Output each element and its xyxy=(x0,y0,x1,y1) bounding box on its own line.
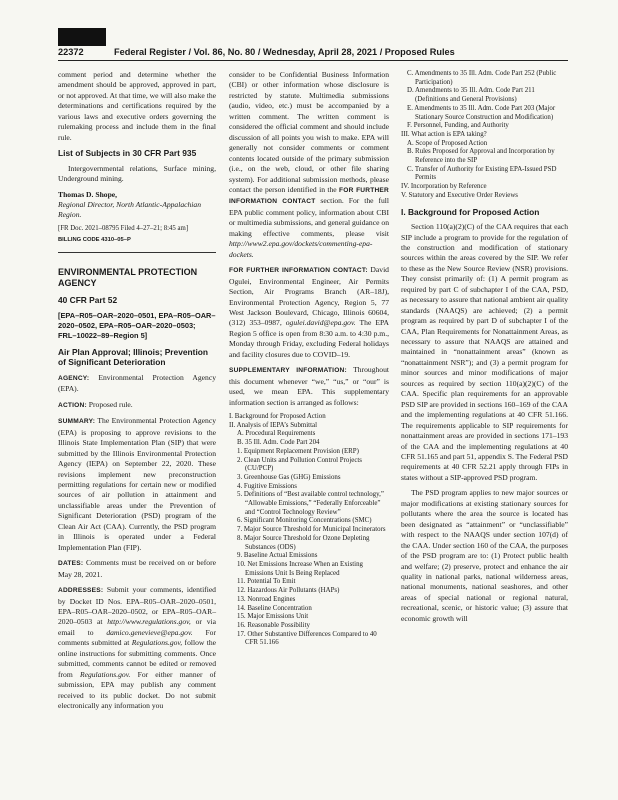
cont-bold: FOR FURTHER INFORMATION CONTACT xyxy=(229,186,389,206)
toc-item: I. Background for Proposed Action xyxy=(229,413,326,421)
summary-label: SUMMARY: xyxy=(58,418,96,426)
contact-label: FOR FURTHER INFORMATION CONTACT: xyxy=(229,267,368,275)
supplementary-paragraph xyxy=(229,365,389,408)
addresses-text-2: or via email to xyxy=(58,617,216,637)
regulations-gov-link[interactable]: http://www.regulations.gov, xyxy=(107,617,191,627)
toc-item: B. Rules Proposed for Approval and Incorporation by Reference into the SIP xyxy=(407,148,555,165)
regulations-gov-link-3[interactable]: Regulations.gov. xyxy=(79,669,131,679)
cfr-part: 40 CFR Part 52 xyxy=(58,295,118,306)
toc-list-continued xyxy=(401,70,568,201)
toc-item: 15. Major Emissions Unit xyxy=(237,613,309,621)
toc-item: B. 35 Ill. Adm. Code Part 204 xyxy=(237,439,320,447)
toc-item: 9. Baseline Actual Emissions xyxy=(237,552,318,560)
background-heading: I. Background for Proposed Action xyxy=(401,206,540,217)
toc-item: 6. Significant Monitoring Concentrations (SMC) xyxy=(237,517,372,525)
toc-item: 1. Equipment Replacement Provision (ERP) xyxy=(237,447,359,455)
toc-item: 13. Nonroad Engines xyxy=(237,595,296,603)
column-2 xyxy=(229,70,389,648)
addresses-continued xyxy=(229,70,389,260)
agency-line xyxy=(58,373,216,395)
column-1 xyxy=(58,70,216,716)
summary-paragraph xyxy=(58,416,216,553)
toc-item: III. What action is EPA taking? xyxy=(401,130,487,138)
toc-item: 3. Greenhouse Gas (GHG) Emissions xyxy=(237,473,341,481)
supp-text: Throughout this document whenever “we,” “us,” or “our” is used, we mean EPA. This supplementary information section is arranged as follows: xyxy=(229,365,390,407)
toc-item: 11. Potential To Emit xyxy=(237,578,296,586)
summary-text: The Environmental Protection Agency (EPA) is proposing to approve revisions to the Illinois State Implementation Plan (SIP) that were submitted by the Illinois Environmental Protection Agency (IEPA) on September 22, 2020. These revisions implement new preconstruction permitting regulations for certain new or modified sources of air pollution in attainment and unclassifiable areas under the Prevention of Significant Deterioration (PSD) program of the Clean Air Act (CAA). Currently, the PSD program in Illinois is operated under a Federal Implementation Plan (FIP). xyxy=(58,416,216,552)
regulations-gov-link-2[interactable]: Regulations.gov, xyxy=(131,638,183,648)
agency-heading: ENVIRONMENTAL PROTECTION AGENCY xyxy=(58,267,198,289)
addresses-label: ADDRESSES: xyxy=(58,587,104,595)
docket-ids: [EPA–R05–OAR–2020–0501, EPA–R05–OAR–2020–0502, EPA–R05–OAR–2020–0503; FRL–10022–89–Region 5] xyxy=(58,310,216,340)
toc-item: A. Procedural Requirements xyxy=(237,430,316,438)
rule-title: Air Plan Approval; Illinois; Prevention of Significant Deterioration xyxy=(58,346,208,368)
comment-email-link[interactable]: damico.genevieve@epa.gov. xyxy=(106,627,193,637)
addresses-text-1: Submit your comments, identified by Docket ID Nos. EPA–R05–OAR–2020–0501, EPA–R05–OAR–2020–0502, or EPA–R05–OAR–2020–0503 at xyxy=(58,585,216,627)
toc-item: D. Amendments to 35 Ill. Adm. Code Part 211 (Definitions and General Provisions) xyxy=(407,87,535,104)
toc-item: 8. Major Source Threshold for Ozone Depleting Substances (ODS) xyxy=(237,534,370,551)
toc-item: E. Amendments to 35 Ill. Adm. Code Part 203 (Major Stationary Source Construction and Modification) xyxy=(407,104,556,121)
toc-item: 4. Fugitive Emissions xyxy=(237,482,297,490)
toc-item: 17. Other Substantive Differences Compared to 40 CFR 51.166 xyxy=(237,630,377,647)
contact-email-link[interactable]: ogulei.david@epa.gov. xyxy=(285,318,356,328)
column-3 xyxy=(401,70,568,629)
toc-item: 5. Definitions of “Best available control technology,” “Allowable Emissions,” “Federally Enforceable” and “Control Technology Review” xyxy=(237,491,384,516)
contact-paragraph xyxy=(229,265,389,360)
cont-text-1: consider to be Confidential Business Information (CBI) or other information whose disclosure is restricted by statute. Multimedia submissions (audio, video, etc.) must be accompanied by a written comment. The written comment is considered the official comment and should include discussion of all points you wish to make. EPA will generally not consider comments or comment contents located outside of the primary submission (i.e., on the web, cloud, or other file sharing system). For additional submission methods, please contact the person identified in the xyxy=(229,70,389,194)
toc-item: 7. Major Source Threshold for Municipal Incinerators xyxy=(237,526,386,534)
toc-item: II. Analysis of IEPA’s Submittal xyxy=(229,421,317,429)
toc-item: F. Personnel, Funding, and Authority xyxy=(407,122,509,130)
toc-item: V. Statutory and Executive Order Reviews xyxy=(401,191,518,199)
contact-text-2: The EPA Region 5 office is open from 8:30 a.m. to 4:30 p.m., Monday through Friday, excluding Federal holidays and facility closures due to COVID–19. xyxy=(229,318,389,359)
header-rule xyxy=(58,60,568,61)
toc-item: 2. Clean Units and Pollution Control Projects (CU/PCP) xyxy=(237,456,362,473)
intro-paragraph: comment period and determine whether the amendment should be approved, approved in part, or not approved. At that time, we will also make the determinations and certifications required by the various laws and executive orders governing the rulemaking process and include them in the final rule. xyxy=(58,70,216,142)
contact-text-1: David Ogulei, Environmental Engineer, Air Permits Section, Air Programs Branch (AR–18J), Environmental Protection Agency, Region 5, 77 West Jackson Boulevard, Chicago, Illinois 60604, (312) 353–0987, xyxy=(229,265,389,328)
addresses-text-5: For either manner of submission, EPA may publish any comment received to its public docket. Do not submit electronically any information you xyxy=(58,669,216,711)
toc-item: A. Scope of Proposed Action xyxy=(407,139,488,147)
section-divider xyxy=(58,252,216,253)
dates-text: Comments must be received on or before May 28, 2021. xyxy=(58,558,216,579)
subjects-heading: List of Subjects in 30 CFR Part 935 xyxy=(58,148,197,159)
cont-text-2: section. For the full EPA public comment policy, information about CBI or multimedia submissions, and general guidance on making effective comments, please visit xyxy=(229,196,390,238)
toc-item: 16. Reasonable Possibility xyxy=(237,621,310,629)
toc-item: 14. Baseline Concentration xyxy=(237,604,312,612)
page-header xyxy=(58,47,568,60)
toc-item: C. Amendments to 35 Ill. Adm. Code Part 252 (Public Participation) xyxy=(407,70,557,86)
toc-item: 10. Net Emissions Increase When an Existing Emissions Unit Is Being Replaced xyxy=(237,561,363,577)
page-number: 22372 xyxy=(58,47,84,57)
addresses-text-3: For comments submitted at xyxy=(58,627,216,648)
supp-label: SUPPLEMENTARY INFORMATION: xyxy=(229,367,347,375)
addresses-paragraph xyxy=(58,585,216,711)
epa-dockets-link[interactable]: http://www2.epa.gov/dockets/commenting-epa-dockets. xyxy=(229,239,373,259)
toc-list xyxy=(229,413,389,648)
toc-item: C. Transfer of Authority for Existing EPA-Issued PSD Permits xyxy=(407,165,557,182)
page-corner-tab xyxy=(58,28,106,46)
signer-name: Thomas D. Shope, xyxy=(58,189,118,199)
toc-item: IV. Incorporation by Reference xyxy=(401,183,487,191)
agency-label: AGENCY: xyxy=(58,374,90,382)
header-title: Federal Register / Vol. 86, No. 80 / Wednesday, April 28, 2021 / Proposed Rules xyxy=(114,47,455,57)
agency-value: Environmental Protection Agency (EPA). xyxy=(58,372,216,394)
background-paragraph-2: The PSD program applies to new major sources or major modifications at existing stationary sources for pollutants where the area the source is located has been designated as “attainment” or “unclassifiable” with respect to the NAAQS under section 107(d) of the CAA. Under section 160 of the CAA, the purposes of the PSD program are to: (1) Protect public health and welfare; (2) preserve, protect and enhance the air quality in national parks, national wilderness areas, national monuments, national seashores, and other areas of special national or regional natural, recreational, scenic, or historic value; (3) assure that economic growth will xyxy=(401,488,568,623)
addresses-text-4: follow the online instructions for submitting comments. Once submitted, comments cannot be edited or removed from xyxy=(58,638,216,679)
fr-doc-line: [FR Doc. 2021–08795 Filed 4–27–21; 8:45 am] xyxy=(58,224,189,232)
action-value: Proposed rule. xyxy=(88,399,133,409)
action-label: ACTION: xyxy=(58,401,87,409)
toc-item: 12. Hazardous Air Pollutants (HAPs) xyxy=(237,587,340,595)
action-line xyxy=(58,400,216,411)
signer-title: Regional Director, North Atlantic-Appalachian Region. xyxy=(58,200,202,220)
subjects-text: Intergovernmental relations, Surface mining, Underground mining. xyxy=(58,163,216,184)
dates-paragraph xyxy=(58,558,216,580)
background-paragraph-1: Section 110(a)(2)(C) of the CAA requires that each SIP include a program to provide for the regulation of the construction and modification of stationary sources within the areas covered by the SIP. We refer to these as the New Source Review (NSR) provisions. They consist primarily of: (1) A permit program as required by part C of subchapter I of the CAA, PSD, as necessary to assure that national ambient air quality standards (NAAQS) are achieved; (2) a permit program as required by part D of subchapter I of the CAA, Plan Requirements for Nonattainment Areas, as necessary to assure that NAAQS are attained and maintained in “nonattainment areas” (known as “nonattainment NSR”); and (3) a permit program for minor sources and minor modifications of major sources as required by section 110(a)(2)(C) of the CAA. Specific plan requirements for an approvable PSD SIP are provided in sections 160–169 of the CAA and the implementing regulations at 40 CFR 51.166. The requirements applicable to SIP requirements for nonattainment areas are provided in sections 171–193 of the CAA and the implementing regulations at 40 CFR 51.165 and part 51, appendix S. The Federal PSD requirements at 40 CFR 52.21 apply through FIPs in states without a SIP-approved PSD program. xyxy=(401,222,568,482)
billing-code: BILLING CODE 4310–05–P xyxy=(58,236,131,243)
dates-label: DATES: xyxy=(58,560,84,568)
